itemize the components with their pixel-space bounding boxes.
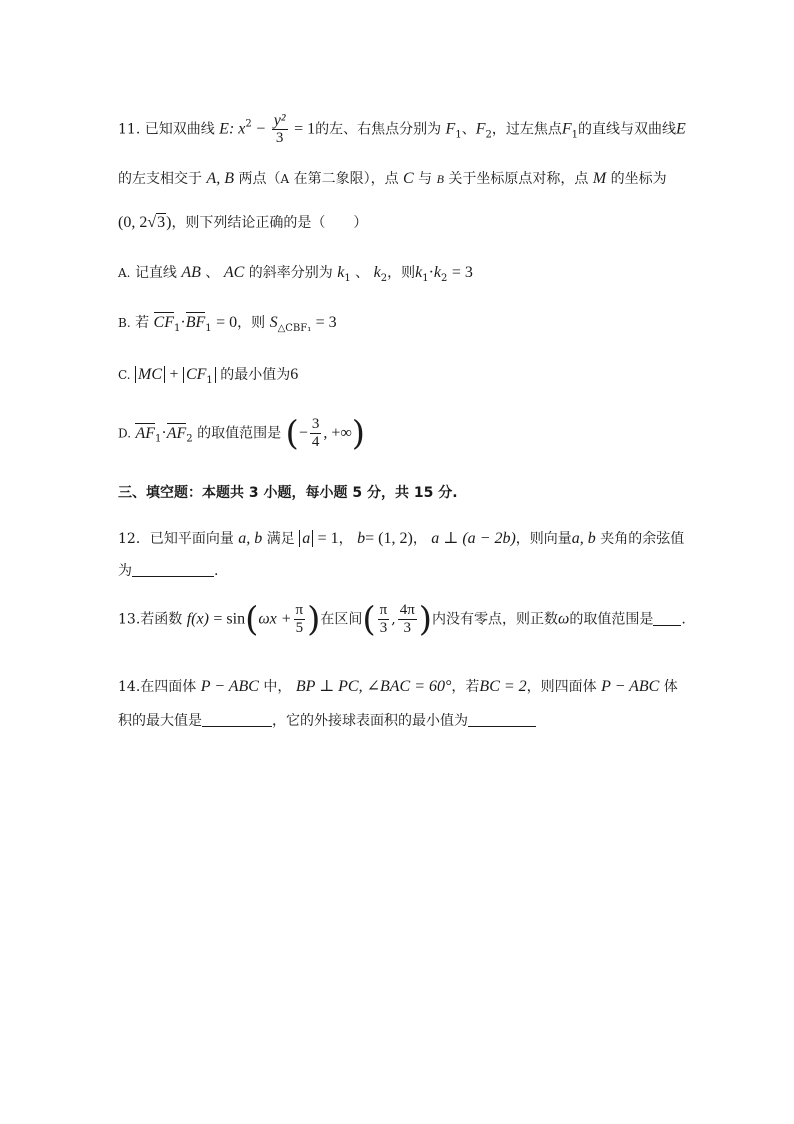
q14-line-1: 14.在四面体 P − ABC 中， BP ⊥ PC, ∠BAC = 60°，若BC = 2，则四面体 P − ABC 体 [118,678,678,695]
fraction: $\frac{4\pi}{3}$ [399,602,415,636]
answer-blank[interactable] [468,712,536,727]
q13-line-1: 13.若函数 f(x) = sin(ωx + $\frac{\pi}{5}$ )在区间( $\frac{\pi}{3}$ , $\frac{4\pi}{3}$ )内没有零点，则正数ω的取值范围是 . [118,599,686,640]
q14-line-2: 积的最大值是 ，它的外接球表面积的最小值为 [118,710,536,730]
fraction: $\frac{3}{4}$ [311,416,320,450]
question-number: 13. [118,611,141,628]
option-c: C. MC + $CF_1$ 的最小值为6 [118,366,299,386]
q12-line-1: 12．已知平面向量 a, b 满足 a = 1， b= (1, 2)， a ⊥ (a − 2b)，则向量a, b 夹角的余弦值 [118,530,685,547]
question-number: 12． [118,531,150,547]
answer-blank[interactable] [202,712,272,727]
q11-line-2: 的左支相交于 A, B 两点（A 在第二象限），点 C 与 B 关于坐标原点对称，点 M 的坐标为 [118,170,667,187]
fraction: $\frac{\text{y²}}{3}$ [273,112,286,146]
q11-line-3: (0, 2√3)，则下列结论正确的是（ ） [118,214,368,231]
fraction: $\frac{\pi}{3}$ [379,602,388,636]
option-a: A. 记直线 AB 、 AC 的斜率分别为 $k_1$ 、 $k_2$，则$k_1\cdot k_2 = 3$ [118,264,473,284]
q11-line-1: 11. 已知双曲线 E: $x^2$ − $\frac{\text{y²}}{3}$ = 1的左、右焦点分别为 $F_1$、$F_2$，过左焦点$F_1$的直线与双曲线E [118,112,686,146]
option-b: B. 若 $CF_1\cdot BF_1 = 0$，则 $S_{\triangle CBF_1} = 3$ [118,314,337,334]
q12-line-2: 为 . [118,563,219,579]
answer-blank[interactable] [653,611,681,626]
section-heading: 三、填空题：本题共 3 小题，每小题 5 分，共 15 分. [118,485,458,501]
question-number: 14. [118,679,141,695]
question-number: 11. [118,121,141,138]
fraction: $\frac{\pi}{5}$ [295,602,304,636]
option-d: D. $AF_1\cdot AF_2$ 的取值范围是 (− $\frac{3}{4}$ , +∞) [118,413,366,454]
answer-blank[interactable] [132,562,214,577]
